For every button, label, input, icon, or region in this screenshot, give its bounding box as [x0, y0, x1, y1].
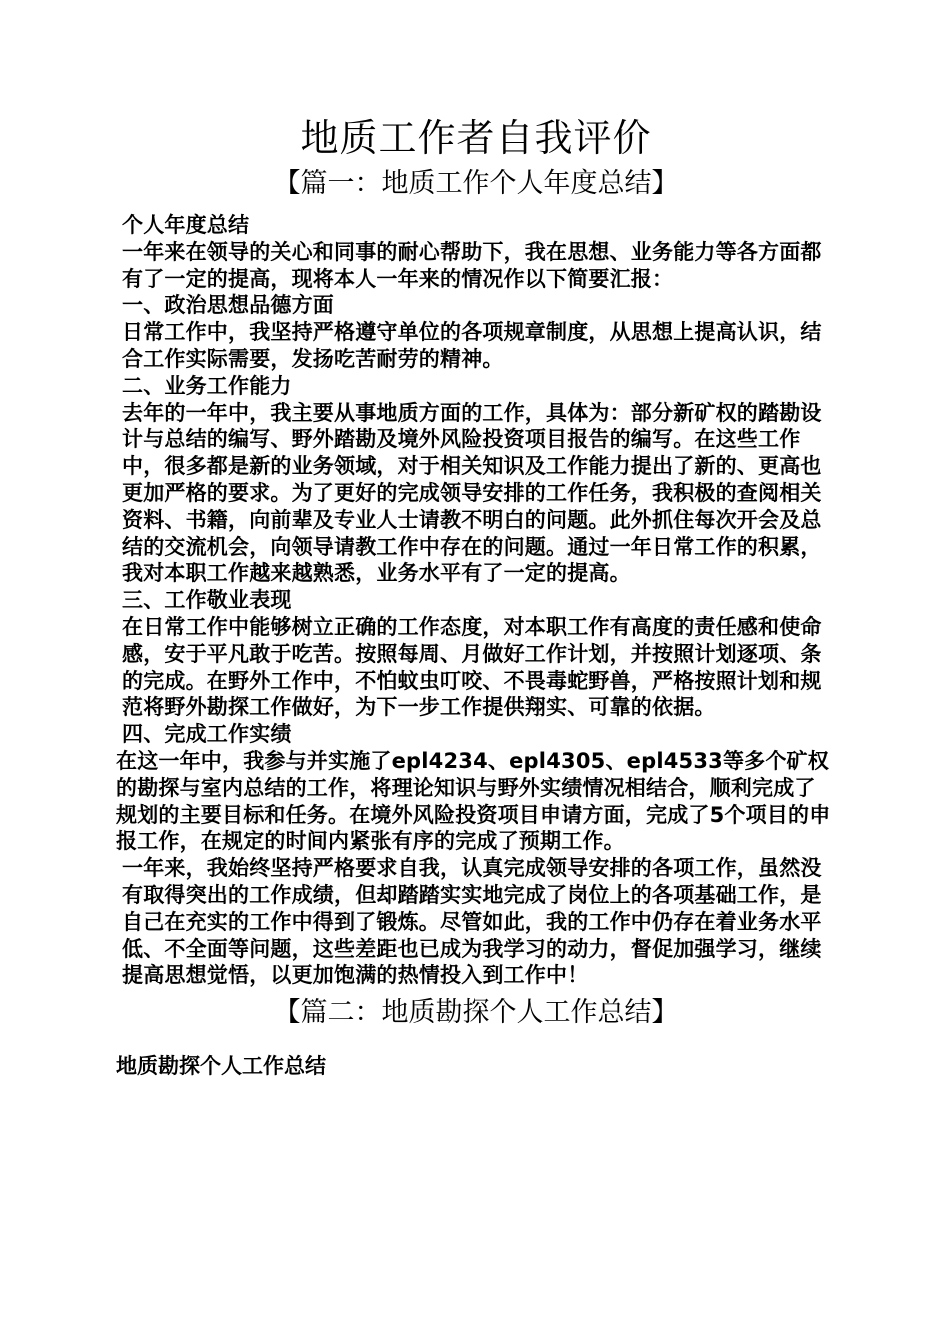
section-1-title: 一、政治思想品德方面: [122, 293, 334, 318]
document-title: 地质工作者自我评价: [300, 116, 652, 160]
section-4-title: 四、完成工作实绩: [122, 722, 292, 747]
section-3-body: 在日常工作中能够树立正确的工作态度，对本职工作有高度的责任感和使命感，安于平凡敢于吃苦。按照每周、月做好工作计划，并按照计划逐项、条的完成。在野外工作中，不怕蚊虫叮咬、不畏毒蛇野兽，严格按照计划和规范将野外勘探工作做好，为下一步工作提供翔实、可靠的依据。: [122, 614, 822, 720]
section-2-title: 二、业务工作能力: [122, 373, 292, 398]
part1-subtitle: 个人年度总结: [122, 213, 250, 237]
document-page: [116, 112, 836, 1080]
section-3-title: 三、工作敬业表现: [122, 588, 292, 613]
intro-paragraph: 一年来在领导的关心和同事的耐心帮助下，我在思想、业务能力等各方面都有了一定的提高，现将本人一年来的情况作以下简要汇报：: [122, 239, 822, 291]
part2-heading: 【篇二：地质勘探个人工作总结】: [273, 997, 679, 1029]
part2-subtitle: 地质勘探个人工作总结: [116, 1054, 326, 1079]
conclusion-paragraph: 一年来，我始终坚持严格要求自我，认真完成领导安排的各项工作，虽然没有取得突出的工作成绩，但却踏踏实实地完成了岗位上的各项基础工作，是自己在充实的工作中得到了锻炼。尽管如此，我的工作中仍存在着业务水平低、不全面等问题，这些差距也已成为我学习的动力，督促加强学习，继续提高思想觉悟，以更加饱满的热情投入到工作中！: [122, 856, 822, 988]
section-1-body: 日常工作中，我坚持严格遵守单位的各项规章制度，从思想上提高认识，结合工作实际需要，发扬吃苦耐劳的精神。: [122, 320, 822, 371]
section-4-body: 在这一年中，我参与并实施了epl4234、epl4305、epl4533等多个矿权的勘探与室内总结的工作，将理论知识与野外实绩情况相结合，顺利完成了规划的主要目标和任务。在境外风险投资项目申请方面，完成了5个项目的申报工作，在规定的时间内紧张有序的完成了预期工作。: [116, 748, 831, 854]
section-2-body: 去年的一年中，我主要从事地质方面的工作，具体为：部分新矿权的踏勘设计与总结的编写、野外踏勘及境外风险投资项目报告的编写。在这些工作中，很多都是新的业务领域，对于相关知识及工作能力提出了新的、更高也更加严格的要求。为了更好的完成领导安排的工作任务，我积极的查阅相关资料、书籍，向前辈及专业人士请教不明白的问题。此外抓住每次开会及总结的交流机会，向领导请教工作中存在的问题。通过一年日常工作的积累，我对本职工作越来越熟悉，业务水平有了一定的提高。: [122, 400, 822, 586]
part1-heading: 【篇一：地质工作个人年度总结】: [273, 168, 679, 199]
